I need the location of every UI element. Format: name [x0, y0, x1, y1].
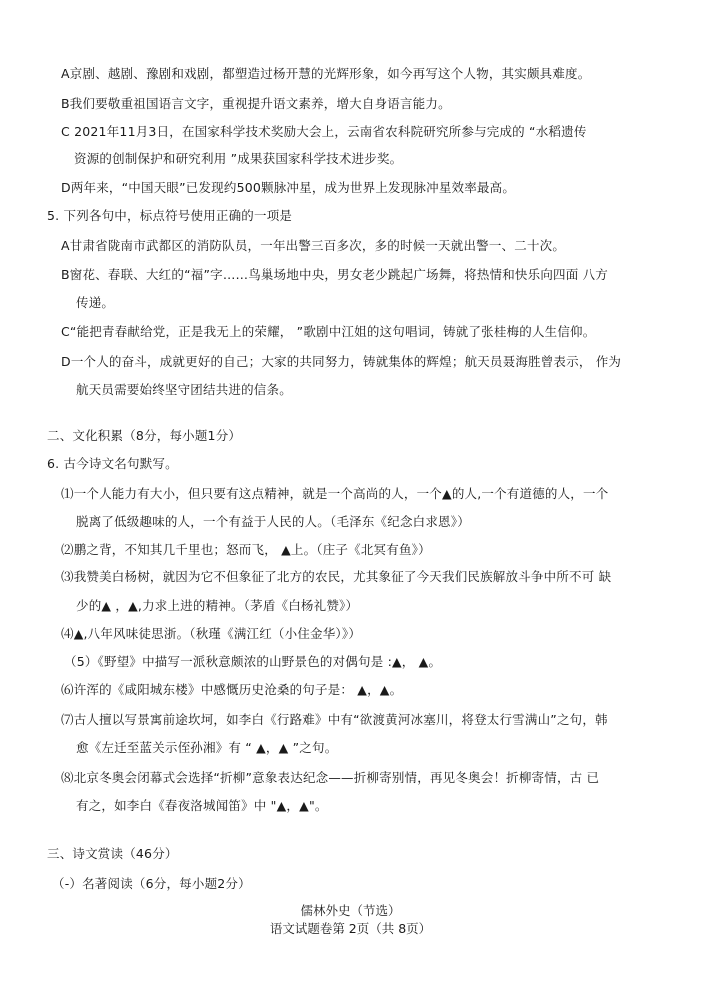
option-5b-continued: 传递。 — [76, 295, 115, 310]
question-5-stem: 5. 下列各句中，标点符号使用正确的一项是 — [47, 208, 293, 223]
item-6-1: ⑴一个人能力有大小，但只要有这点精神，就是一个高尚的人，一个▲的人,一个有道德的人，一个 — [61, 486, 609, 501]
option-5b: B窗花、春联、大红的“福”字……鸟巢场地中央，男女老少跳起广场舞，将热情和快乐向四面 八方 — [61, 267, 609, 282]
option-5c: C“能把青春献给党，正是我无上的荣耀， ”歌剧中江姐的这句唱词，铸就了张桂梅的人生信仰。 — [61, 324, 596, 339]
page-footer: 语文试题卷第 2页（共 8页） — [269, 921, 432, 936]
option-4c: C 2021年11月3日，在国家科学技术奖励大会上，云南省农科院研究所参与完成的 “水稻遗传 — [61, 124, 587, 139]
subsection-1-heading: （-）名著阅读（6分，每小题2分） — [52, 876, 251, 891]
item-6-3: ⑶我赞美白杨树，就因为它不但象征了北方的农民，尤其象征了今天我们民族解放斗争中所不可 缺 — [61, 569, 612, 584]
passage-title: 儒林外史（节选） — [300, 903, 401, 918]
item-6-7: ⑺古人擅以写景寓前途坎坷，如李白《行路难》中有“欲渡黄河冰塞川，将登太行雪满山”之句，韩 — [61, 712, 608, 727]
item-6-7-continued: 愈《左迁至蓝关示侄孙湘》有 “ ▲，▲ ”之句。 — [76, 740, 338, 755]
option-5d: D一个人的奋斗，成就更好的自己；大家的共同努力，铸就集体的辉煌；航天员聂海胜曾表示， 作为 — [61, 354, 622, 369]
item-6-5: （5）《野望》中描写一派秋意颇浓的山野景色的对偶句是 :▲， ▲。 — [64, 654, 442, 669]
item-6-4: ⑷▲,八年风味徒思浙。（秋瑾《满江红（小住金华）》） — [61, 626, 362, 641]
section-3-heading: 三、诗文赏读（46分） — [47, 846, 178, 861]
option-4d: D两年来，“中国天眼”已发现约500颗脉冲星，成为世界上发现脉冲星效率最高。 — [61, 180, 516, 195]
option-4a: A京剧、越剧、豫剧和戏剧，都塑造过杨开慧的光辉形象，如今再写这个人物，其实颇具难度。 — [61, 66, 591, 81]
item-6-8: ⑻北京冬奥会闭幕式会选择“折柳”意象表达纪念——折柳寄别情，再见冬奥会！折柳寄情，古 已 — [61, 770, 600, 785]
section-2-heading: 二、文化积累（8分，每小题1分） — [47, 428, 242, 443]
option-4c-continued: 资源的创制保护和研究利用 ”成果获国家科学技术进步奖。 — [74, 151, 403, 166]
item-6-6: ⑹许浑的《咸阳城东楼》中感慨历史沧桑的句子是： ▲，▲。 — [61, 682, 403, 697]
option-5d-continued: 航天员需要始终坚守团结共进的信条。 — [76, 382, 292, 397]
option-4b: B我们要敬重祖国语言文字，重视提升语文素养，增大自身语言能力。 — [61, 96, 451, 111]
question-6-stem: 6. 古今诗文名句默写。 — [47, 456, 178, 471]
item-6-1-continued: 脱离了低级趣味的人，一个有益于人民的人。（毛泽东《纪念白求恩》） — [76, 514, 470, 529]
item-6-2: ⑵鹏之背，不知其几千里也；怒而飞， ▲上。（庄子《北冥有鱼》） — [61, 542, 431, 557]
option-5a: A甘肃省陇南市武都区的消防队员，一年出警三百多次，多的时候一天就出警一、二十次。 — [61, 238, 566, 253]
item-6-8-continued: 有之，如李白《春夜洛城闻笛》中 "▲，▲"。 — [76, 798, 328, 813]
item-6-3-continued: 少的▲ ，▲,力求上进的精神。（茅盾《白杨礼赞》） — [76, 598, 359, 613]
